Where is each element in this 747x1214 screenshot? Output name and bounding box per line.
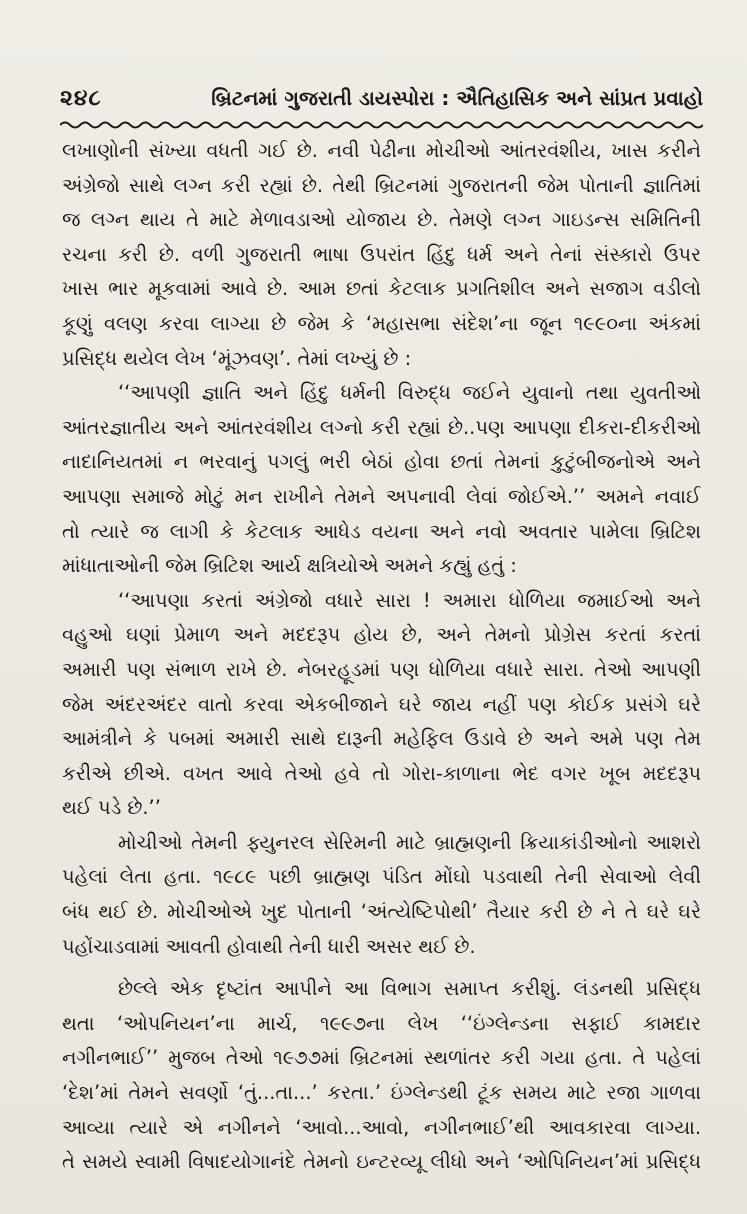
paragraph-gap: [62, 964, 701, 972]
paragraph-3: [62, 972, 701, 1180]
text-line: આમંત્રીને કે પબમાં અમારી સાથે દારૂની મહેફિલ ઉડાવે છે અને અમે પણ તેમ: [62, 727, 701, 751]
text-line: જેમ અંદરઅંદર વાતો કરવા એકબીજાને ઘરે જાય નહીં પણ કોઈક પ્રસંગે ઘરે: [62, 692, 701, 716]
text-line: નાદાનિયતમાં ન ભરવાનું પગલું ભરી બેઠાં હોવા છતાં તેમનાં કુટુંબીજનોએ અને: [62, 450, 701, 474]
text-line: નગીનભાઈ’’ મુજબ તેઓ ૧૯૭૭માં બ્રિટનમાં સ્થળાંતર કરી ગયા હતા. તે પહેલાં: [62, 1046, 701, 1070]
text-line: બંધ થઈ છે. મોચીઓએ ખુદ પોતાની ‘અંત્યેષ્ટિપોથી’ તૈયાર કરી છે ને તે ઘરે ઘરે: [62, 900, 701, 924]
text-line: અંગ્રેજો સાથે લગ્ન કરી રહ્યાં છે. તેથી બ્રિટનમાં ગુજરાતની જેમ પોતાની જ્ઞાતિમાં: [62, 173, 701, 197]
text-line: પહેલાં લેતા હતા. ૧૯૮૯ પછી બ્રાહ્મણ પંડિત મોંઘો પડવાથી તેની સેવાઓ લેવી: [62, 865, 701, 889]
text-line: માંધાતાઓની જેમ બ્રિટિશ આર્ય ક્ષત્રિયોએ અમને કહ્યું હતું :: [62, 554, 517, 578]
paragraph-2: [62, 826, 701, 964]
body-text: [62, 134, 701, 1180]
text-line: થઈ પડે છે.’’: [62, 796, 161, 820]
text-line: મોચીઓ તેમની ફ્યુનરલ સેરિમની માટે બ્રાહ્મણની ક્રિયાકાંડીઓનો આશરો: [118, 830, 701, 854]
running-title: બ્રિટનમાં ગુજરાતી ડાયસ્પોરા : ઐતિહાસિક અને સાંપ્રત પ્રવાહો: [211, 86, 703, 110]
text-line: પહોંચાડવામાં આવતી હોવાથી તેની ધારી અસર થઈ છે.: [62, 934, 476, 958]
text-line: તો ત્યારે જ લાગી કે કેટલાક આધેડ વયના અને નવો અવતાર પામેલા બ્રિટિશ: [62, 519, 701, 543]
wavy-rule: [60, 120, 703, 130]
page-header: [60, 86, 703, 120]
quote-1: [62, 376, 701, 584]
text-line: વહુઓ ઘણાં પ્રેમાળ અને મદદરૂપ હોય છે, અને તેમનો પ્રોગ્રેસ કરતાં કરતાં: [62, 623, 701, 647]
paragraph-1: [62, 134, 701, 376]
text-line: અમારી પણ સંભાળ રાખે છે. નેબરહૂડમાં પણ ધોળિયા વધારે સારા. તેઓ આપણી: [62, 657, 701, 681]
text-line: આપણા સમાજે મોટું મન રાખીને તેમને અપનાવી લેવાં જોઈએ.’’ અમને નવાઈ: [62, 484, 701, 508]
text-line: લખાણોની સંખ્યા વધતી ગઈ છે. નવી પેઢીના મોચીઓ આંતરવંશીય, ખાસ કરીને: [62, 139, 701, 162]
text-line: જ લગ્ન થાય તે માટે મેળાવડાઓ યોજાય છે. તેમણે લગ્ન ગાઇડન્સ સમિતિની: [62, 208, 701, 232]
text-line: કરીએ છીએ. વખત આવે તેઓ હવે તો ગોરા-કાળાના ભેદ વગર ખૂબ મદદરૂપ: [62, 761, 701, 785]
text-line: આવ્યા ત્યારે એ નગીનને ‘આવો...આવો, નગીનભાઈ’થી આવકારવા લાગ્યા.: [62, 1115, 701, 1139]
header-rule-ornament: [60, 120, 703, 130]
page-number: ૨૪૮: [60, 86, 102, 111]
text-line: ખાસ ભાર મૂકવામાં આવે છે. આમ છતાં કેટલાક પ્રગતિશીલ અને સજાગ વડીલો: [62, 277, 701, 301]
text-line: ‘‘આપણી જ્ઞાતિ અને હિંદુ ધર્મની વિરુદ્ધ જઈને યુવાનો તથા યુવતીઓ: [118, 381, 701, 405]
text-line: છેલ્લે એક દૃષ્ટાંત આપીને આ વિભાગ સમાપ્ત કરીશું. લંડનથી પ્રસિદ્ધ: [118, 977, 701, 1001]
text-line: રચના કરી છે. વળી ગુજરાતી ભાષા ઉપરાંત હિંદુ ધર્મ અને તેનાં સંસ્કારો ઉપર: [62, 242, 701, 266]
text-line: ‘‘આપણા કરતાં અંગ્રેજો વધારે સારા ! અમારા ધોળિયા જમાઈઓ અને: [118, 588, 701, 612]
text-line: ‘દેશ’માં તેમને સવર્ણો ‘તું...તા...’ કરતા.’ ઇંગ્લેન્ડથી ટૂંક સમય માટે રજા ગાળવા: [62, 1081, 701, 1105]
text-line: પ્રસિદ્ધ થયેલ લેખ ‘મૂંઝવણ’. તેમાં લખ્યું છે :: [62, 346, 412, 370]
text-line: તે સમયે સ્વામી વિષાદયોગાનંદે તેમનો ઇન્ટરવ્યૂ લીધો અને ‘ઓપિનિયન’માં પ્રસિદ્ધ: [62, 1150, 701, 1174]
text-line: કૂણું વલણ કરવા લાગ્યા છે જેમ કે ‘મહાસભા સંદેશ’ના જૂન ૧૯૯૦ના અંકમાં: [62, 311, 701, 335]
text-line: આંતરજ્ઞાતીય અને આંતરવંશીય લગ્નો કરી રહ્યાં છે..પણ આપણા દીકરા-દીકરીઓ: [62, 415, 701, 439]
text-line: થતા ‘ઓપનિયન’ના માર્ચ, ૧૯૯૭ના લેખ ‘‘ઇંગ્લેન્ડના સફાઈ કામદાર: [62, 1011, 701, 1035]
quote-2: [62, 584, 701, 826]
